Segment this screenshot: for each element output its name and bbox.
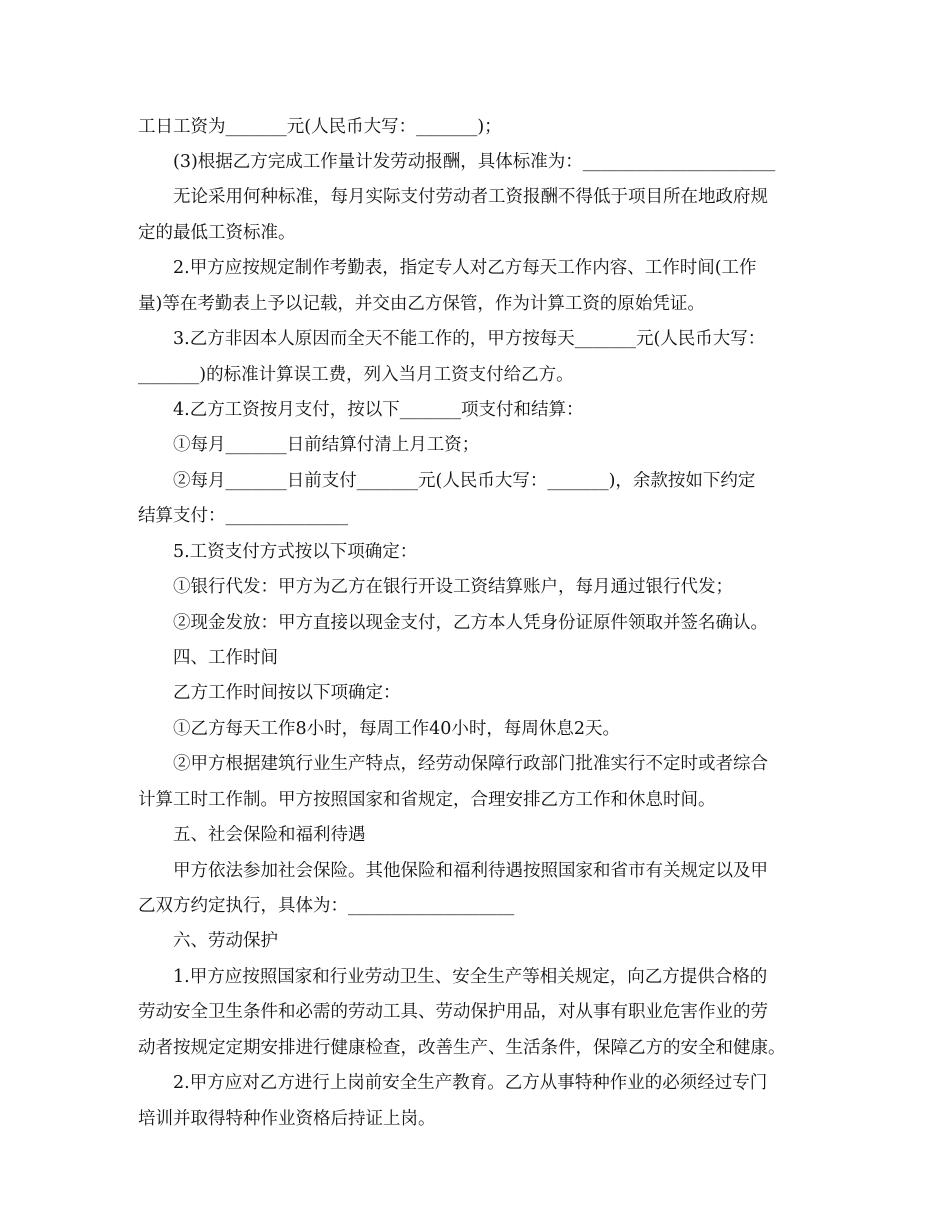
text-line: 1.甲方应按照国家和行业劳动卫生、安全生产等相关规定，向乙方提供合格的 [173,967,768,987]
text-line: 甲方依法参加社会保险。其他保险和福利待遇按照国家和省市有关规定以及甲 [173,861,768,881]
section-heading: 五、社会保险和福利待遇 [173,825,366,845]
text-line: ②现金发放：甲方直接以现金支付，乙方本人凭身份证原件领取并签名确认。 [173,613,768,633]
text-line: 2.甲方应按规定制作考勤表，指定专人对乙方每天工作内容、工作时间(工作 [173,258,757,278]
text-line: 培训并取得特种作业资格后持证上岗。 [138,1109,436,1129]
text-line: 乙方工作时间按以下项确定： [173,683,401,703]
text-line: 定的最低工资标准。 [138,223,296,243]
text-line: ①银行代发：甲方为乙方在银行开设工资结算账户，每月通过银行代发； [173,577,733,597]
text-line: (3)根据乙方完成工作量计发劳动报酬，具体标准为：______________________ [173,152,776,172]
text-line: 量)等在考勤表上予以记载，并交由乙方保管，作为计算工资的原始凭证。 [138,294,705,314]
text-line: 无论采用何种标准，每月实际支付劳动者工资报酬不得低于项目所在地政府规 [173,187,768,207]
section-heading: 四、工作时间 [173,648,278,668]
text-line: ②每月_______日前支付_______元(人民币大写：_______)，余款按如下约定 [173,471,756,491]
text-line: ①每月_______日前结算付清上月工资； [173,435,480,455]
text-line: 结算支付：______________ [138,506,348,526]
text-line: 计算工时工作制。甲方按照国家和省规定，合理安排乙方工作和休息时间。 [138,790,716,810]
text-line: 工日工资为_______元(人民币大写：_______)； [138,117,502,137]
section-heading: 六、劳动保护 [173,931,278,951]
text-line: ①乙方每天工作8小时，每周工作40小时，每周休息2天。 [173,719,621,739]
text-line: ②甲方根据建筑行业生产特点，经劳动保障行政部门批准实行不定时或者综合 [173,754,768,774]
text-line: 乙双方约定执行，具体为：___________________ [138,896,515,916]
text-line: 3.乙方非因本人原因而全天不能工作的，甲方按每天_______元(人民币大写： [173,329,766,349]
text-line: 5.工资支付方式按以下项确定： [173,542,418,562]
text-line: _______)的标准计算误工费，列入当月工资支付给乙方。 [138,365,574,385]
text-line: 2.甲方应对乙方进行上岗前安全生产教育。乙方从事特种作业的必须经过专门 [173,1073,768,1093]
text-line: 4.乙方工资按月支付，按以下_______项支付和结算： [173,400,584,420]
text-line: 劳动安全卫生条件和必需的劳动工具、劳动保护用品，对从事有职业危害作业的劳 [138,1002,768,1022]
text-line: 动者按规定定期安排进行健康检查，改善生产、生活条件，保障乙方的安全和健康。 [138,1038,786,1058]
